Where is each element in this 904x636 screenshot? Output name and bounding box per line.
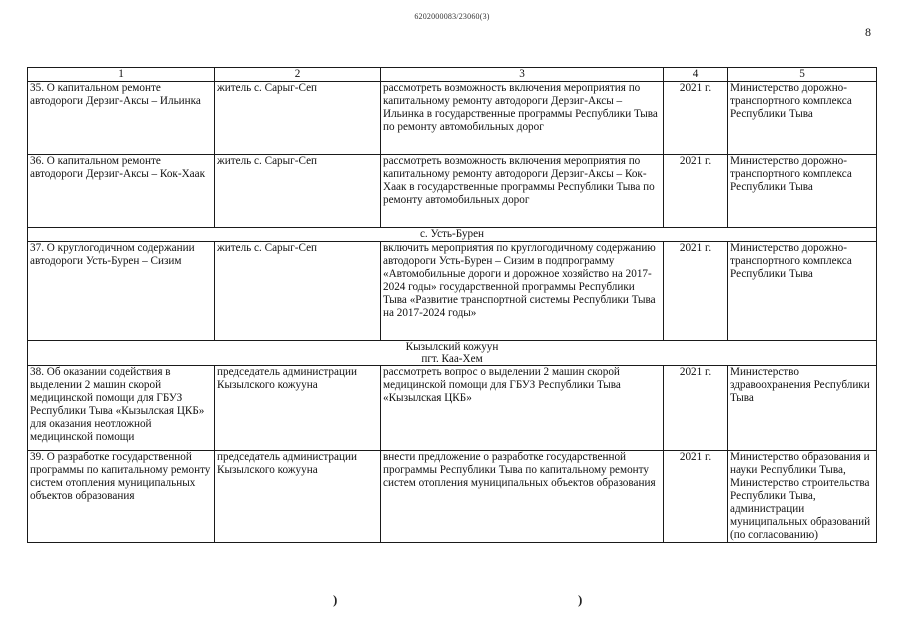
row-action: рассмотреть возможность включения мероприятия по капитальному ремонту автодороги Дерзиг-Аксы – Ильинка в государственные программы Республики Тыва по ремонту автомобильных дорог <box>381 82 664 155</box>
row-year: 2021 г. <box>664 82 728 155</box>
row-applicant: председатель администрации Кызылского кожууна <box>215 366 381 451</box>
section-title: с. Усть-Бурен <box>28 228 877 242</box>
page-number: 8 <box>865 25 871 39</box>
row-year: 2021 г. <box>664 366 728 451</box>
row-year: 2021 г. <box>664 451 728 543</box>
row-topic: 37. О круглогодичном содержании автодороги Усть-Бурен – Сизим <box>28 242 215 341</box>
margin-mark-right: ) <box>578 592 583 607</box>
row-responsible: Министерство здравоохранения Республики Тыва <box>728 366 877 451</box>
row-topic: 36. О капитальном ремонте автодороги Дерзиг-Аксы – Кок-Хаак <box>28 155 215 228</box>
column-number-1: 1 <box>28 68 215 82</box>
table-header-row <box>28 68 877 82</box>
document-code: 6202000083/23060(3) <box>414 12 490 21</box>
table-row <box>28 451 877 543</box>
column-number-5: 5 <box>728 68 877 82</box>
row-year: 2021 г. <box>664 242 728 341</box>
table-row <box>28 82 877 155</box>
section-row-kyzyl <box>28 341 877 366</box>
row-topic: 38. Об оказании содействия в выделении 2 машин скорой медицинской помощи для ГБУЗ Республики Тыва «Кызылская ЦКБ» для оказания неотложной медицинской помощи <box>28 366 215 451</box>
column-number-2: 2 <box>215 68 381 82</box>
row-applicant: житель с. Сарыг-Сеп <box>215 155 381 228</box>
row-applicant: житель с. Сарыг-Сеп <box>215 242 381 341</box>
section-row-ust-buren <box>28 228 877 242</box>
row-topic: 39. О разработке государственной программы по капитальному ремонту систем отопления муниципальных объектов образования <box>28 451 215 543</box>
column-number-3: 3 <box>381 68 664 82</box>
resolution-table <box>27 67 877 543</box>
table-row <box>28 155 877 228</box>
section-kozhuun-title: Кызылский кожуун <box>405 341 499 353</box>
table-row <box>28 242 877 341</box>
table-row <box>28 366 877 451</box>
section-settlement-title: пгт. Каа-Хем <box>421 353 483 365</box>
row-action: рассмотреть вопрос о выделении 2 машин скорой медицинской помощи для ГБУЗ Республики Тыва «Кызылская ЦКБ» <box>381 366 664 451</box>
margin-mark-left: ) <box>333 592 338 607</box>
row-year: 2021 г. <box>664 155 728 228</box>
row-responsible: Министерство дорожно-транспортного комплекса Республики Тыва <box>728 242 877 341</box>
row-applicant: житель с. Сарыг-Сеп <box>215 82 381 155</box>
column-number-4: 4 <box>664 68 728 82</box>
row-action: рассмотреть возможность включения мероприятия по капитальному ремонту автодороги Дерзиг-Аксы – Кок-Хаак в государственные программы Республики Тыва по ремонту автомобильных дорог <box>381 155 664 228</box>
row-responsible: Министерство дорожно-транспортного комплекса Республики Тыва <box>728 155 877 228</box>
row-applicant: председатель администрации Кызылского кожууна <box>215 451 381 543</box>
row-responsible: Министерство образования и науки Республики Тыва, Министерство строительства Республики Тыва, администрации муниципальных образований (по согласованию) <box>728 451 877 543</box>
row-responsible: Министерство дорожно-транспортного комплекса Республики Тыва <box>728 82 877 155</box>
section-title <box>28 341 877 366</box>
row-action: внести предложение о разработке государственной программы Республики Тыва по капитальному ремонту систем отопления муниципальных объектов образования <box>381 451 664 543</box>
row-topic: 35. О капитальном ремонте автодороги Дерзиг-Аксы – Ильинка <box>28 82 215 155</box>
row-action: включить мероприятия по круглогодичному содержанию автодороги Усть-Бурен – Сизим в подпрограмму «Автомобильные дороги и дорожное хозяйство на 2017-2024 годы» государственной программы Республики Тыва «Развитие транспортной системы Республики Тыва на 2017-2024 годы» <box>381 242 664 341</box>
